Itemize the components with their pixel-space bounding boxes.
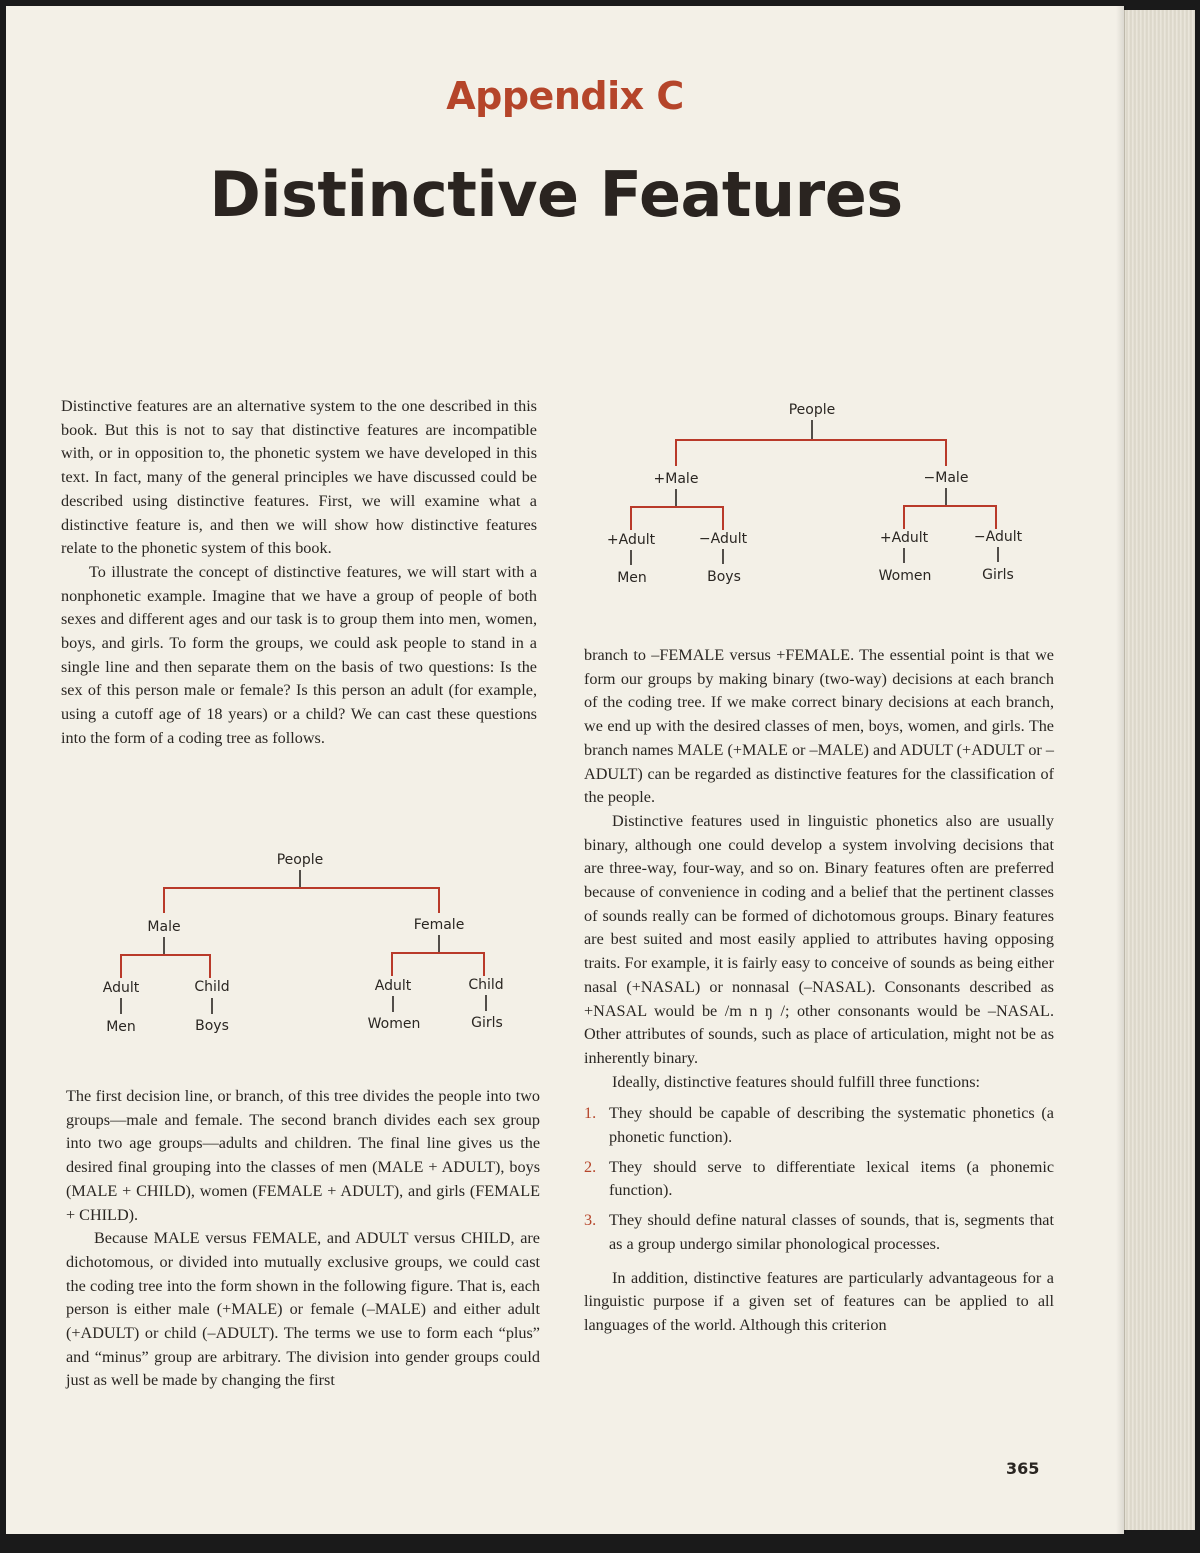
tree-branch [631, 507, 723, 530]
chapter-title: Distinctive Features [209, 158, 903, 231]
book-page [6, 6, 1124, 1534]
paragraph: Because MALE versus FEMALE, and ADULT versus CHILD, are dichotomous, or divided into mutually exclusive groups, we could cast the coding tree into the form shown in the following figure. That is, each person is either male (+MALE) or female (–MALE) and either adult (+ADULT) or child (–ADULT). The terms we use to form each “plus” and “minus” group are arbitrary. The division into gender groups could just as well be made by changing the first [66, 1229, 540, 1390]
page-number: 365 [1006, 1459, 1040, 1478]
tree-node-root: People [788, 402, 836, 418]
tree-node-child: Child [194, 979, 230, 995]
tree-node-plus-male: +Male [653, 471, 699, 487]
paragraph: In addition, distinctive features are particularly advantageous for a linguistic purpose if a given set of features can be applied to all languages of the world. Although this criterion [584, 1268, 1054, 1334]
tree-node-adult: Adult [102, 980, 140, 996]
paragraph: Distinctive features used in linguistic phonetics also are usually binary, although one could develop a system involving decisions that are three-way, four-way, and so on. Binary features often are preferred because of convenience in coding and a belief that the pertinent classes of sounds really can be formed of dichotomous groups. Binary features are best suited and most easily applied to attributes having opposing traits. For example, it is fairly easy to conceive of sounds as being either nasal (+NASAL) or nonnasal (–NASAL). Consonants described as +NASAL would be /m n ŋ /; other consonants would be –NASAL. Other attributes of sounds, such as place of articulation, might not be as inherently binary. [584, 811, 1054, 1067]
tree-leaf-women: Women [878, 568, 932, 584]
list-item-text: They should be capable of describing the systematic phonetics (a phonetic function). [609, 1104, 1054, 1147]
list-number: 2. [584, 1157, 597, 1176]
book-page-edges [1124, 10, 1195, 1530]
tree-node-plus-adult: +Adult [879, 530, 929, 546]
tree-branch [392, 953, 484, 976]
tree-leaf-boys: Boys [195, 1018, 229, 1034]
tree-node-adult: Adult [374, 978, 412, 994]
tree-leaf-men: Men [106, 1019, 136, 1035]
tree-node-minus-adult: −Adult [698, 531, 748, 547]
tree-node-female: Female [413, 917, 465, 933]
functions-list [584, 1102, 1054, 1256]
paragraph: The first decision line, or branch, of this tree divides the people into two groups—male and female. The second branch divides each sex group into two age groups—adults and children. The final line gives us the desired final grouping into the classes of men (MALE + ADULT), boys (MALE + CHILD), women (FEMALE + ADULT), and girls (FEMALE + CHILD). [66, 1087, 540, 1224]
tree-node-child: Child [468, 977, 504, 993]
coding-tree-diagram [86, 842, 526, 1042]
paragraph: branch to –FEMALE versus +FEMALE. The essential point is that we form our groups by making binary (two-way) decisions at each branch of the coding tree. If we make correct binary decisions at each branch, we end up with the desired classes of men, boys, women, and girls. The branch names MALE (+MALE or –MALE) and ADULT (+ADULT or –ADULT) can be regarded as distinctive features for the classification of the people. [584, 646, 1054, 807]
paragraph: Ideally, distinctive features should fulfill three functions: [612, 1072, 981, 1091]
left-column-top [61, 395, 537, 751]
tree-branch [164, 888, 439, 913]
tree-branch [121, 955, 210, 978]
tree-node-male: Male [147, 919, 181, 935]
tree-node-plus-adult: +Adult [606, 532, 656, 548]
tree-node-root: People [276, 852, 324, 868]
coding-tree-figure [86, 842, 526, 1042]
tree-leaf-boys: Boys [707, 569, 741, 585]
appendix-label: Appendix C [446, 74, 684, 118]
binary-coding-tree-diagram [586, 392, 1036, 592]
tree-leaf-men: Men [617, 570, 647, 586]
list-number: 1. [584, 1104, 597, 1123]
tree-node-minus-male: −Male [923, 470, 969, 486]
list-item [584, 1156, 1054, 1203]
right-column [584, 644, 1054, 1338]
tree-node-minus-adult: −Adult [973, 529, 1023, 545]
left-column-bottom [66, 1085, 540, 1393]
tree-branch [676, 440, 946, 466]
binary-coding-tree-figure [586, 392, 1036, 592]
tree-leaf-women: Women [367, 1016, 421, 1032]
list-item [584, 1102, 1054, 1149]
tree-leaf-girls: Girls [982, 567, 1014, 583]
list-item-text: They should define natural classes of sounds, that is, segments that as a group undergo similar phonological processes. [609, 1211, 1054, 1253]
list-item-text: They should serve to differentiate lexical items (a phonemic function). [609, 1157, 1054, 1200]
list-item [584, 1209, 1054, 1256]
paragraph: To illustrate the concept of distinctive features, we will start with a nonphonetic example. Imagine that we have a group of people of both sexes and different ages and our task is to group them into men, women, boys, and girls. To form the groups, we could ask people to stand in a single line and then separate them on the basis of two questions: Is the sex of this person male or female? Is this person an adult (for example, using a cutoff age of 18 years) or a child? We can cast these questions into the form of a coding tree as follows. [61, 562, 537, 747]
list-number: 3. [584, 1211, 597, 1230]
paragraph: Distinctive features are an alternative system to the one described in this book. But this is not to say that distinctive features are incompatible with, or in opposition to, the phonetic system we have developed in this text. In fact, many of the general principles we have discussed could be described using distinctive features. First, we will examine what a distinctive feature is, and then we will show how distinctive features relate to the phonetic system of this book. [61, 397, 537, 558]
tree-leaf-girls: Girls [471, 1015, 503, 1031]
tree-branch [904, 506, 996, 529]
